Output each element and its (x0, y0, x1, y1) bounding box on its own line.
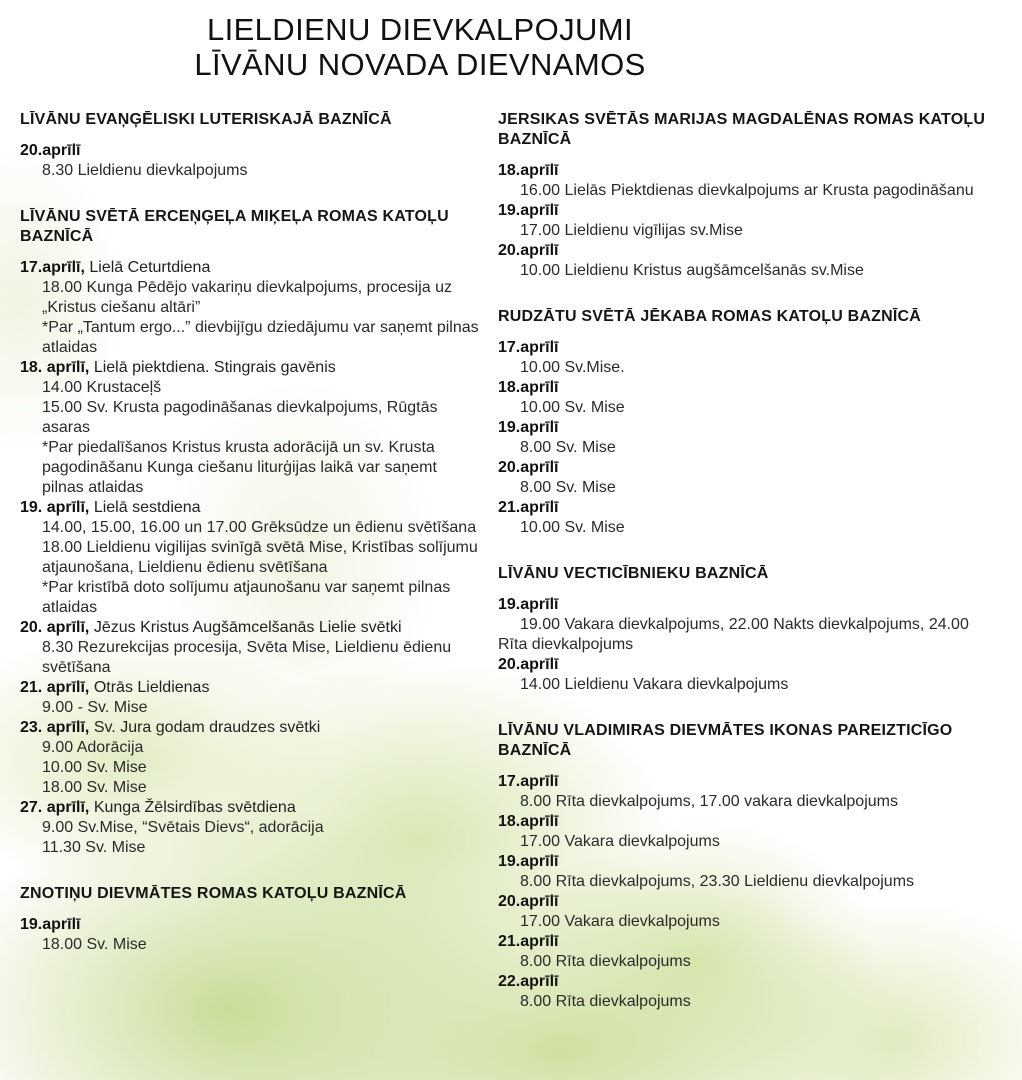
day-heading (498, 932, 998, 952)
church-name: LĪVĀNU SVĒTĀ ERCEŅĢEĻA MIĶEĻA ROMAS KATOĻU BAZNĪCĀ (20, 208, 449, 245)
day-date: 20.aprīlī (498, 656, 559, 673)
service-entry: 19.00 Vakara dievkalpojums, 22.00 Nakts dievkalpojums, 24.00 Rīta dievkalpojums (498, 616, 969, 653)
day-note: Lielā sestdiena (89, 499, 201, 516)
church-name: JERSIKAS SVĒTĀS MARIJAS MAGDALĒNAS ROMAS KATOĻU BAZNĪCĀ (498, 111, 986, 148)
church-name: ZNOTIŅU DIEVMĀTES ROMAS KATOĻU BAZNĪCĀ (20, 885, 407, 902)
service-entry: 8.30 Lieldienu dievkalpojums (42, 162, 248, 179)
service-entry: 14.00 Lieldienu Vakara dievkalpojums (520, 676, 789, 693)
day-block (498, 892, 998, 932)
day-heading (498, 161, 998, 181)
day-date: 19.aprīlī (20, 916, 81, 933)
day-heading (20, 618, 480, 638)
day-block (498, 338, 998, 378)
day-heading (498, 418, 998, 438)
day-block (20, 618, 480, 678)
day-heading (498, 812, 998, 832)
page-title (110, 12, 730, 82)
service-entry: 8.00 Rīta dievkalpojums, 17.00 vakara dievkalpojums (520, 793, 898, 810)
day-block (498, 378, 998, 418)
day-block (20, 678, 480, 718)
day-heading (20, 718, 480, 738)
day-heading (498, 772, 998, 792)
day-block (498, 595, 998, 655)
service-entry: 14.00, 15.00, 16.00 un 17.00 Grēksūdze un ēdienu svētīšana (42, 519, 477, 536)
day-heading (498, 378, 998, 398)
day-date: 17.aprīlī (498, 773, 559, 790)
day-note: Lielā piektdiena. Stingrais gavēnis (89, 359, 336, 376)
title-line-1: LIELDIENU DIEVKALPOJUMI (206, 12, 634, 47)
service-entry: 15.00 Sv. Krusta pagodināšanas dievkalpojums, Rūgtās asaras (42, 399, 438, 436)
day-heading (20, 358, 480, 378)
day-note: Kunga Žēlsirdības svētdiena (89, 799, 296, 816)
day-block (20, 258, 480, 358)
title-line-2: LĪVĀNU NOVADA DIEVNAMOS (194, 47, 646, 82)
day-heading (498, 972, 998, 992)
day-block (498, 418, 998, 458)
church-section (498, 110, 998, 281)
day-block (498, 852, 998, 892)
day-date: 17.aprīlī, (20, 259, 85, 276)
service-entry: 10.00 Sv.Mise. (520, 359, 625, 376)
day-block (20, 358, 480, 498)
day-block (498, 655, 998, 695)
day-date: 19.aprīlī (498, 853, 559, 870)
service-entry: 10.00 Sv. Mise (520, 519, 625, 536)
service-entry: *Par „Tantum ergo...” dievbijīgu dziedājumu var saņemt pilnas atlaidas (42, 319, 479, 356)
church-name: LĪVĀNU VLADIMIRAS DIEVMĀTES IKONAS PAREIZTICĪGO BAZNĪCĀ (498, 722, 953, 759)
service-entry: 18.00 Kunga Pēdējo vakariņu dievkalpojums, procesija uz „Kristus ciešanu altāri” (42, 279, 453, 316)
day-block (498, 772, 998, 812)
service-entry: 10.00 Sv. Mise (520, 399, 625, 416)
service-entry: 17.00 Lieldienu vigīlijas sv.Mise (520, 222, 743, 239)
day-block (498, 458, 998, 498)
day-date: 20.aprīlī (20, 142, 81, 159)
day-block (20, 718, 480, 798)
day-block (498, 241, 998, 281)
day-date: 21.aprīlī (498, 499, 559, 516)
day-heading (498, 852, 998, 872)
day-note: Lielā Ceturtdiena (84, 259, 211, 276)
day-date: 19.aprīlī (498, 596, 559, 613)
day-heading (498, 338, 998, 358)
day-date: 20.aprīlī (498, 893, 559, 910)
service-entry: 14.00 Krustaceļš (42, 379, 162, 396)
day-heading (20, 678, 480, 698)
day-heading (20, 798, 480, 818)
day-block (20, 915, 480, 955)
day-date: 18.aprīlī (498, 162, 559, 179)
day-date: 18. aprīlī, (20, 359, 90, 376)
day-heading (498, 595, 998, 615)
day-heading (20, 915, 480, 935)
service-entry: 18.00 Lieldienu vigilijas svinīgā svētā Mise, Kristības solījumu atjaunošana, Lieldienu ēdienu svētīšana (42, 539, 478, 576)
day-date: 19. aprīlī, (20, 499, 90, 516)
day-note: Otrās Lieldienas (89, 679, 210, 696)
service-entry: 8.00 Rīta dievkalpojums, 23.30 Lieldienu dievkalpojums (520, 873, 915, 890)
day-block (20, 798, 480, 858)
day-heading (498, 201, 998, 221)
day-date: 23. aprīlī, (20, 719, 90, 736)
day-date: 18.aprīlī (498, 813, 559, 830)
church-name: RUDZĀTU SVĒTĀ JĒKABA ROMAS KATOĻU BAZNĪCĀ (498, 308, 922, 325)
church-section (498, 721, 998, 1012)
service-entry: 9.00 Adorācija (42, 739, 144, 756)
church-section (20, 110, 480, 181)
day-date: 18.aprīlī (498, 379, 559, 396)
day-heading (498, 655, 998, 675)
day-date: 20.aprīlī (498, 459, 559, 476)
day-date: 19.aprīlī (498, 419, 559, 436)
day-block (498, 812, 998, 852)
service-entry: 17.00 Vakara dievkalpojums (520, 833, 720, 850)
service-entry: 9.00 - Sv. Mise (42, 699, 148, 716)
day-note: Sv. Jura godam draudzes svētki (89, 719, 321, 736)
day-block (20, 141, 480, 181)
day-block (498, 161, 998, 201)
day-block (498, 972, 998, 1012)
day-heading (498, 241, 998, 261)
service-entry: 17.00 Vakara dievkalpojums (520, 913, 720, 930)
day-block (20, 498, 480, 618)
church-name: LĪVĀNU EVAŅĢĒLISKI LUTERISKAJĀ BAZNĪCĀ (20, 111, 392, 128)
day-date: 17.aprīlī (498, 339, 559, 356)
left-column (20, 110, 480, 981)
day-date: 20.aprīlī (498, 242, 559, 259)
service-entry: 18.00 Sv. Mise (42, 779, 147, 796)
day-date: 21. aprīlī, (20, 679, 90, 696)
day-date: 20. aprīlī, (20, 619, 90, 636)
service-entry: *Par kristībā doto solījumu atjaunošanu var saņemt pilnas atlaidas (42, 579, 451, 616)
day-block (498, 932, 998, 972)
service-entry: 10.00 Lieldienu Kristus augšāmcelšanās sv.Mise (520, 262, 864, 279)
church-section (20, 884, 480, 955)
church-section (20, 207, 480, 858)
day-note: Jēzus Kristus Augšāmcelšanās Lielie svētki (89, 619, 402, 636)
day-block (498, 498, 998, 538)
service-entry: 16.00 Lielās Piektdienas dievkalpojums ar Krusta pagodināšanu (520, 182, 974, 199)
service-entry: 18.00 Sv. Mise (42, 936, 147, 953)
service-entry: 8.00 Rīta dievkalpojums (520, 993, 691, 1010)
service-entry: 9.00 Sv.Mise, “Svētais Dievs“, adorācija (42, 819, 324, 836)
church-section (498, 564, 998, 695)
service-entry: 8.00 Rīta dievkalpojums (520, 953, 691, 970)
service-entry: 8.00 Sv. Mise (520, 439, 616, 456)
day-date: 27. aprīlī, (20, 799, 90, 816)
service-entry: *Par piedalīšanos Kristus krusta adorācijā un sv. Krusta pagodināšanu Kunga ciešanu liturģijas laikā var saņemt pilnas atlaidas (42, 439, 437, 496)
day-heading (498, 892, 998, 912)
day-date: 22.aprīlī (498, 973, 559, 990)
day-date: 21.aprīlī (498, 933, 559, 950)
day-heading (20, 258, 480, 278)
service-entry: 8.30 Rezurekcijas procesija, Svēta Mise, Lieldienu ēdienu svētīšana (42, 639, 452, 676)
day-heading (20, 141, 480, 161)
day-date: 19.aprīlī (498, 202, 559, 219)
service-entry: 8.00 Sv. Mise (520, 479, 616, 496)
service-entry: 11.30 Sv. Mise (42, 839, 146, 856)
church-name: LĪVĀNU VECTICĪBNIEKU BAZNĪCĀ (498, 565, 769, 582)
day-heading (498, 458, 998, 478)
day-block (498, 201, 998, 241)
church-section (498, 307, 998, 538)
day-heading (498, 498, 998, 518)
day-heading (20, 498, 480, 518)
right-column (498, 110, 998, 1038)
service-entry: 10.00 Sv. Mise (42, 759, 147, 776)
